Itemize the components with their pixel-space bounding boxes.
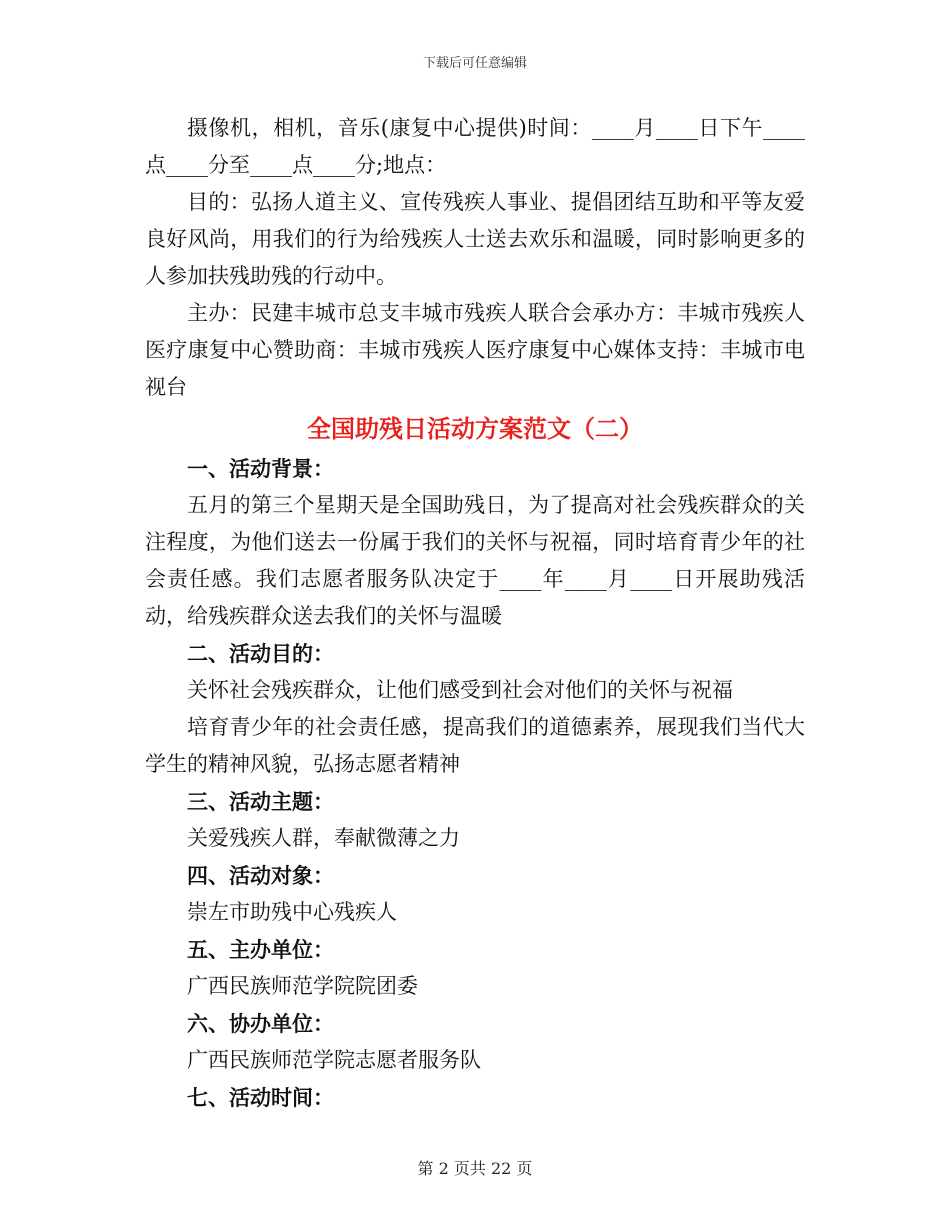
heading-co-host: 六、协办单位：: [187, 1011, 334, 1036]
equipment-time-paragraph: 摄像机，相机，音乐(康复中心提供)时间：____月____日下午____点____分至____点____分;地点：: [145, 116, 805, 177]
background-paragraph: 五月的第三个星期天是全国助残日，为了提高对社会残疾群众的关注程度，为他们送去一份属于我们的关怀与祝福，同时培育青少年的社会责任感。我们志愿者服务队决定于____年____月____日开展助残活动，给残疾群众送去我们的关怀与温暖: [145, 493, 805, 628]
page-footer: 第 2 页共 22 页: [417, 1159, 533, 1178]
target-paragraph: 崇左市助残中心残疾人: [187, 900, 397, 924]
purpose-paragraph: 目的：弘扬人道主义、宣传残疾人事业、提倡团结互助和平等友爱良好风尚，用我们的行为给残疾人士送去欢乐和温暖，同时影响更多的人参加扶残助残的行动中。: [145, 190, 805, 288]
co-host-paragraph: 广西民族师范学院志愿者服务队: [187, 1048, 481, 1072]
heading-host: 五、主办单位：: [187, 937, 334, 962]
heading-purpose: 二、活动目的：: [187, 641, 334, 666]
section-title: 全国助残日活动方案范文（二）: [307, 414, 643, 443]
document-body: [145, 110, 805, 1116]
page-header: 下载后可任意编辑: [422, 56, 527, 71]
heading-theme: 三、活动主题：: [187, 789, 334, 814]
purpose-item-2: 培育青少年的社会责任感，提高我们的道德素养，展现我们当代大学生的精神风貌，弘扬志愿者精神: [145, 715, 805, 776]
heading-target: 四、活动对象：: [187, 863, 334, 888]
heading-background: 一、活动背景：: [187, 456, 334, 481]
organizer-paragraph: 主办：民建丰城市总支丰城市残疾人联合会承办方：丰城市残疾人医疗康复中心赞助商：丰城市残疾人医疗康复中心媒体支持：丰城市电视台: [145, 301, 805, 399]
heading-time: 七、活动时间：: [187, 1085, 334, 1110]
host-paragraph: 广西民族师范学院院团委: [187, 974, 418, 998]
theme-paragraph: 关爱残疾人群，奉献微薄之力: [187, 826, 460, 850]
purpose-item-1: 关怀社会残疾群众，让他们感受到社会对他们的关怀与祝福: [187, 678, 733, 702]
